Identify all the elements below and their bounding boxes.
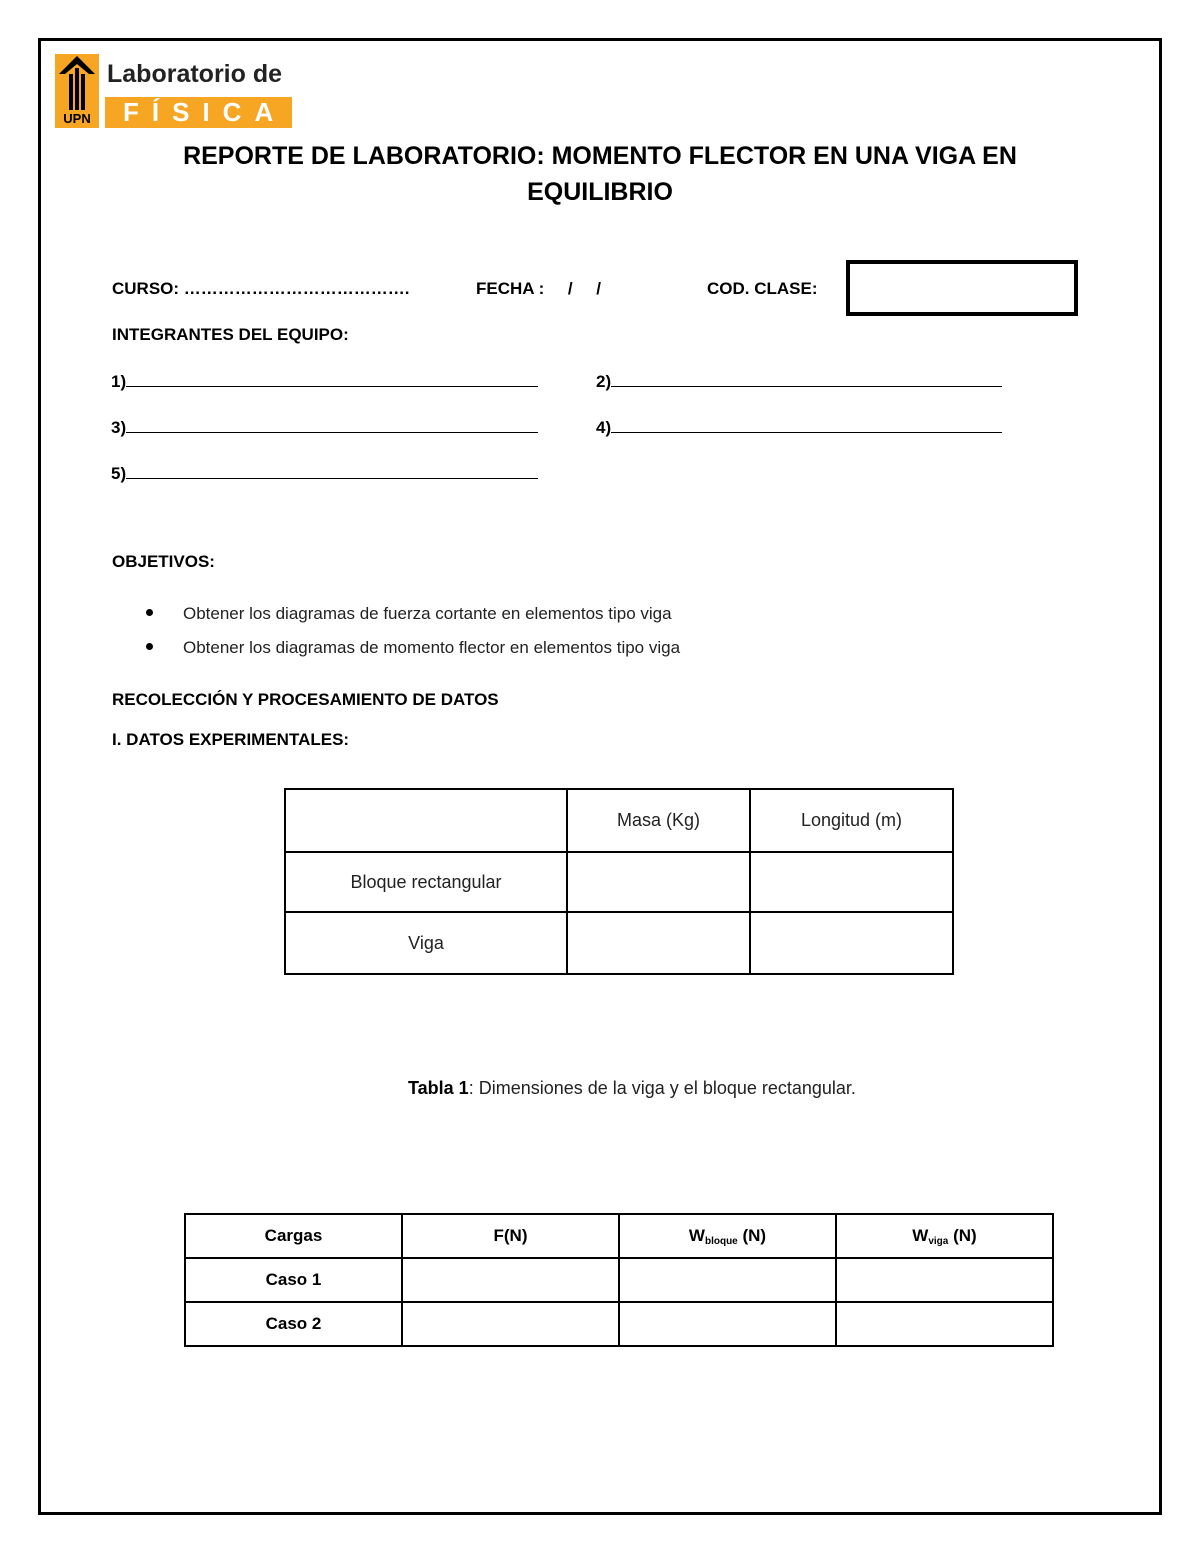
row-label: Caso 2 xyxy=(185,1302,402,1346)
table-row xyxy=(285,912,953,974)
bullet-icon xyxy=(146,609,153,616)
member-1-label: 1) xyxy=(111,372,127,391)
caption-text: : Dimensiones de la viga y el bloque rectangular. xyxy=(468,1078,856,1098)
table1-caption xyxy=(408,1078,856,1099)
logo-line1: Laboratorio de xyxy=(107,60,283,88)
member-1-line xyxy=(126,370,538,387)
wbloque-unit: (N) xyxy=(737,1225,767,1245)
member-4-line xyxy=(611,416,1002,433)
table-cell[interactable] xyxy=(619,1302,836,1346)
table-cell[interactable] xyxy=(836,1258,1053,1302)
wviga-symbol: W xyxy=(912,1225,929,1245)
member-5[interactable] xyxy=(111,462,538,484)
dimensions-table xyxy=(284,788,954,975)
cod-clase-label: COD. CLASE: xyxy=(707,279,818,298)
row-label: Viga xyxy=(285,912,567,974)
objective-text: Obtener los diagramas de momento flector en elementos tipo viga xyxy=(183,638,681,657)
curso-field[interactable]: CURSO: …………………………………. xyxy=(112,279,410,298)
table-row xyxy=(285,852,953,912)
member-2-label: 2) xyxy=(596,372,612,391)
objective-item xyxy=(142,600,680,634)
header-wviga xyxy=(836,1214,1053,1258)
table-cell[interactable] xyxy=(750,912,953,974)
table-cell[interactable] xyxy=(619,1258,836,1302)
member-3-label: 3) xyxy=(111,418,127,437)
upn-logo-text: UPN xyxy=(63,111,91,126)
table-cell[interactable] xyxy=(750,852,953,912)
table-header-row xyxy=(185,1214,1053,1258)
table-cell[interactable] xyxy=(567,852,750,912)
logo-line2: FÍSICA xyxy=(105,97,292,128)
loads-table xyxy=(184,1213,1054,1347)
wviga-subscript: viga xyxy=(928,1235,949,1247)
objective-text: Obtener los diagramas de fuerza cortante en elementos tipo viga xyxy=(183,604,672,623)
member-2-line xyxy=(611,370,1002,387)
table-header-cell xyxy=(285,789,567,852)
member-5-label: 5) xyxy=(111,464,127,483)
title-line2: EQUILIBRIO xyxy=(527,178,673,206)
table-cell[interactable] xyxy=(402,1302,619,1346)
page-title xyxy=(60,138,1140,210)
bullet-icon xyxy=(146,643,153,650)
objectives-list xyxy=(142,600,680,668)
header-wbloque xyxy=(619,1214,836,1258)
upn-arrow-icon xyxy=(55,54,99,128)
row-label: Caso 1 xyxy=(185,1258,402,1302)
team-label: INTEGRANTES DEL EQUIPO: xyxy=(112,325,349,344)
table-header-row xyxy=(285,789,953,852)
fecha-field[interactable]: FECHA : / / xyxy=(476,279,601,298)
member-4[interactable] xyxy=(596,416,1002,438)
wbloque-subscript: bloque xyxy=(704,1235,738,1247)
member-5-line xyxy=(126,462,538,479)
section-subheading: I. DATOS EXPERIMENTALES: xyxy=(112,730,350,749)
wviga-unit: (N) xyxy=(948,1225,977,1245)
wbloque-symbol: W xyxy=(688,1225,705,1245)
table-row xyxy=(185,1258,1053,1302)
caption-label: Tabla 1 xyxy=(408,1078,469,1098)
objectives-heading: OBJETIVOS: xyxy=(112,552,215,571)
table-header-cell: Longitud (m) xyxy=(750,789,953,852)
member-3[interactable] xyxy=(111,416,538,438)
member-4-label: 4) xyxy=(596,418,612,437)
objective-item xyxy=(142,634,680,668)
cod-clase-box[interactable] xyxy=(846,260,1078,316)
title-line1: REPORTE DE LABORATORIO: MOMENTO FLECTOR EN UNA VIGA EN xyxy=(183,142,1017,170)
member-1[interactable] xyxy=(111,370,538,392)
table-cell[interactable] xyxy=(567,912,750,974)
row-label: Bloque rectangular xyxy=(285,852,567,912)
member-2[interactable] xyxy=(596,370,1002,392)
header-f: F(N) xyxy=(402,1214,619,1258)
table-header-cell: Masa (Kg) xyxy=(567,789,750,852)
table-row xyxy=(185,1302,1053,1346)
table-cell[interactable] xyxy=(402,1258,619,1302)
member-3-line xyxy=(126,416,538,433)
table-cell[interactable] xyxy=(836,1302,1053,1346)
header-cargas: Cargas xyxy=(185,1214,402,1258)
section-heading: RECOLECCIÓN Y PROCESAMIENTO DE DATOS xyxy=(112,690,499,709)
